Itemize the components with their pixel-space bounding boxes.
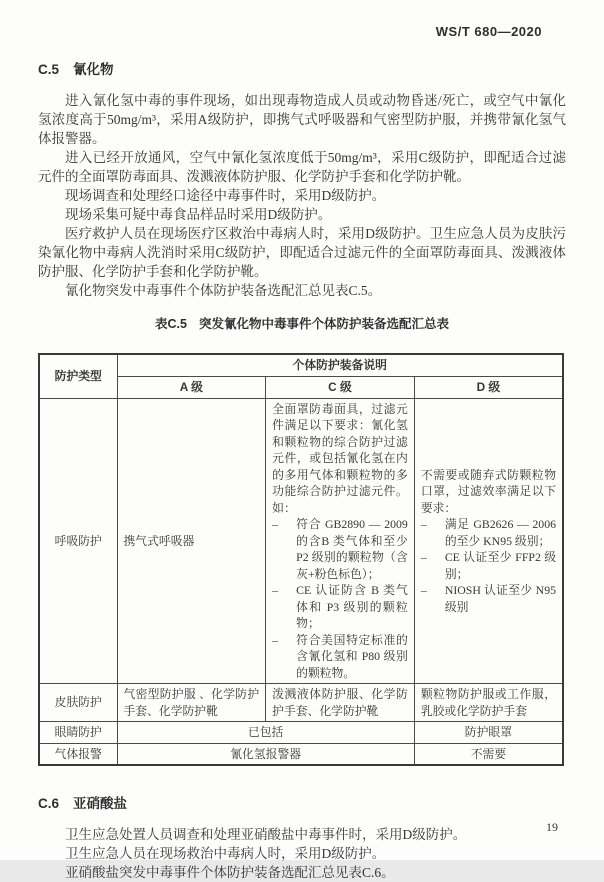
- list-item: [272, 582, 408, 632]
- cell-eye-ac: 已包括: [117, 722, 414, 744]
- section-c5-heading: [38, 58, 566, 78]
- table-row-gas-alarm: [39, 743, 563, 765]
- section-number: C.6: [38, 796, 60, 811]
- row-label-gas-alarm: 气体报警: [39, 743, 117, 765]
- row-label-skin: 皮肤防护: [39, 684, 117, 722]
- ppe-selection-table: [38, 353, 564, 766]
- paragraph: 卫生应急处置人员调查和处理亚硝酸盐中毒事件时，采用D级防护。: [65, 827, 467, 842]
- paragraph: 进入已经开放通风，空气中氰化氢浓度低于50mg/m³，采用C级防护，即配适合过滤元件的全面罩防毒面具、泼溅液体防护服、化学防护手套和化学防护靴。: [38, 150, 566, 184]
- table-caption-title: 突发氰化物中毒事件个体防护装备选配汇总表: [198, 317, 449, 331]
- bullet-text: NIOSH 认证至少 N95 级别: [444, 583, 556, 614]
- bullet-text: 符合 GB2890 — 2009 的含B 类气体和至少 P2 级别的颗粒物（含灰+粉色标色）；: [296, 517, 408, 581]
- bullet-text: 满足 GB2626 — 2006 的至少 KN95 级别；: [444, 517, 556, 548]
- header-equipment-group: 个体防护装备说明: [117, 354, 563, 376]
- page-number: 19: [546, 820, 558, 834]
- section-c6-body: [38, 825, 566, 882]
- header-protection-type: 防护类型: [39, 354, 117, 398]
- paragraph: 现场调查和处理经口途径中毒事件时，采用D级防护。: [65, 188, 386, 203]
- bullet-dash: –: [420, 583, 427, 597]
- paragraph: 氰化物突发中毒事件个体防护装备选配汇总见表C.5。: [65, 283, 382, 298]
- section-c5-body: [38, 91, 566, 300]
- section-title: 氰化物: [73, 62, 114, 77]
- table-caption: [38, 314, 566, 332]
- table-row-skin: [39, 684, 563, 722]
- section-number: C.5: [38, 62, 60, 77]
- section-c6-heading: [38, 792, 566, 812]
- paragraph: 现场采集可疑中毒食品样品时采用D级防护。: [65, 207, 332, 222]
- cell-gas-alarm-d: 不需要: [414, 743, 563, 765]
- cell-skin-a: 气密型防护服 、化学防护手套、化学防护靴: [117, 684, 266, 722]
- bullet-text: CE 认证至少 FFP2 级别；: [444, 550, 556, 581]
- cell-respiratory-c: [266, 398, 415, 684]
- paragraph: 医疗救护人员在现场医疗区救治中毒病人时，采用D级防护。卫生应急人员为皮肤污染氰化物中毒病人洗消时采用C级防护，即配适合过滤元件的全面罩防毒面具、泼溅液体防护服、化学防护手套和化学防护靴。: [38, 226, 566, 279]
- table-caption-number: 表C.5: [155, 317, 187, 331]
- cell-skin-d: 颗粒物防护服或工作服，乳胶或化学防护手套: [414, 684, 563, 722]
- section-title: 亚硝酸盐: [73, 796, 128, 811]
- standard-number-header: WS/T 680—2020: [435, 24, 542, 39]
- table-header-row: [39, 354, 563, 376]
- bullet-dash: –: [272, 517, 279, 531]
- bullet-dash: –: [420, 517, 427, 531]
- cell-skin-c: 泼溅液体防护服、化学防护手套、化学防护靴: [266, 684, 415, 722]
- table-subheader-row: [39, 376, 563, 398]
- paragraph: 进入氰化氢中毒的事件现场，如出现毒物造成人员或动物昏迷/死亡，或空气中氰化氢浓度高于50mg/m³，采用A级防护，即携气式呼吸器和气密型防护服，并携带氰化氢气体报警器。: [38, 93, 566, 146]
- cell-gas-alarm-ac: 氰化氢报警器: [117, 743, 414, 765]
- table-row-eye: [39, 722, 563, 744]
- cell-intro-text: 全面罩防毒面具，过滤元件满足以下要求：氰化氢和颗粒物的综合防护过滤元件，或包括氰化氢在内的多用气体和颗粒物的多功能综合防护过滤元件。如：: [272, 401, 408, 515]
- table-row-respiratory: [39, 398, 563, 684]
- bullet-dash: –: [420, 550, 427, 564]
- bullet-dash: –: [272, 632, 279, 647]
- list-item: [421, 582, 556, 615]
- header-level-c: C 级: [266, 376, 415, 398]
- bullet-text: CE 认证防含 B 类气体和 P3 级别的颗粒物；: [296, 583, 408, 630]
- list-item: [421, 516, 556, 549]
- list-item: [272, 516, 408, 582]
- bullet-dash: –: [272, 583, 279, 597]
- list-item: [272, 632, 408, 682]
- header-level-d: D 级: [414, 376, 563, 398]
- row-label-respiratory: 呼吸防护: [39, 398, 117, 684]
- list-item: [421, 549, 556, 582]
- paragraph: 亚硝酸盐突发中毒事件个体防护装备选配汇总见表C.6。: [65, 865, 395, 880]
- cell-respiratory-a: 携气式呼吸器: [117, 398, 266, 684]
- header-level-a: A 级: [117, 376, 266, 398]
- cell-respiratory-d: [414, 398, 563, 684]
- row-label-eye: 眼睛防护: [39, 722, 117, 744]
- paragraph: 卫生应急人员在现场救治中毒病人时，采用D级防护。: [65, 846, 386, 861]
- bullet-text: 符合美国特定标准的含氰化氢和 P80 级别的颗粒物。: [296, 632, 408, 680]
- cell-eye-d: 防护眼罩: [414, 722, 563, 744]
- cell-intro-text: 不需要或随弃式防颗粒物口罩，过滤效率满足以下要求：: [420, 467, 556, 515]
